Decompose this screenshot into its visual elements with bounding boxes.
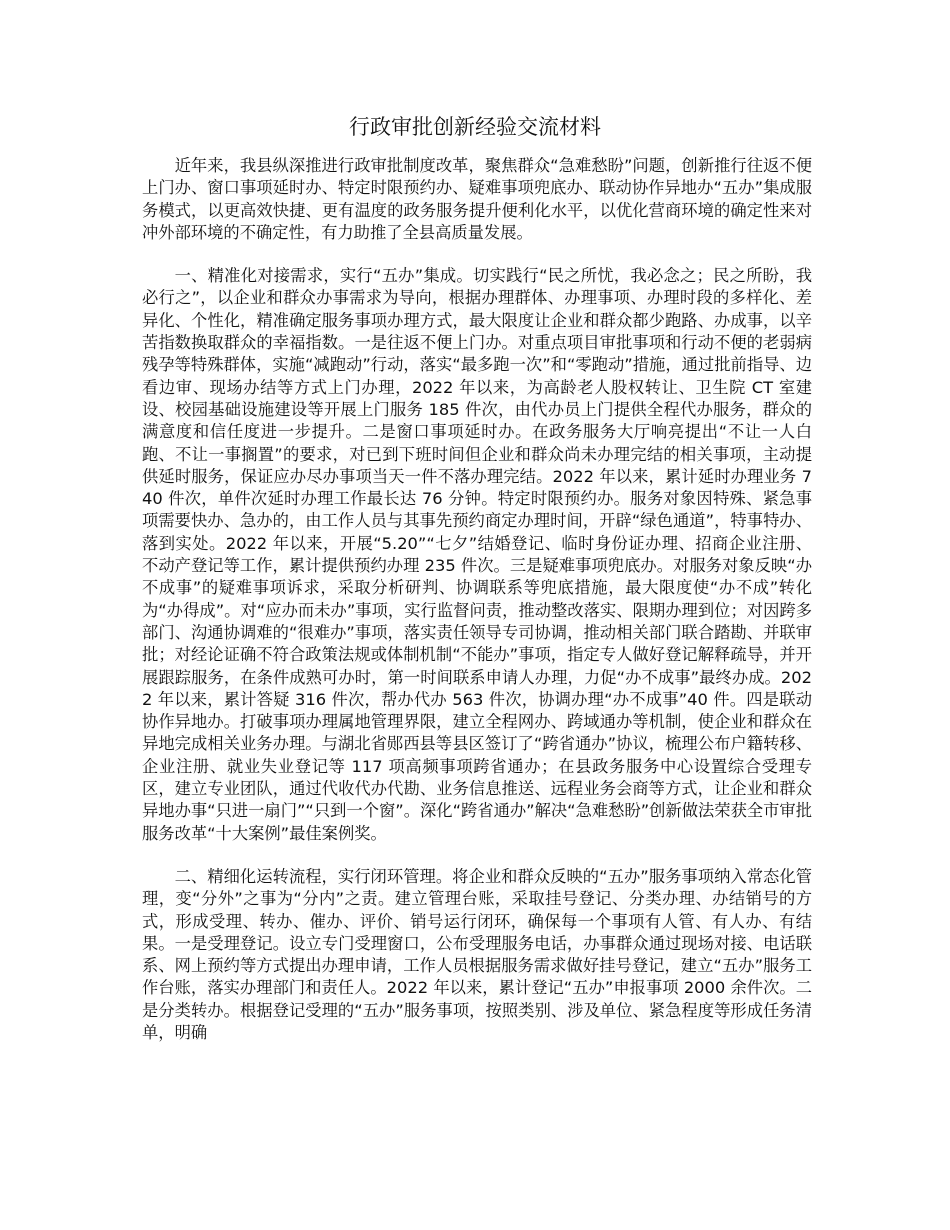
paragraph-section-two: 二、精细化运转流程，实行闭环管理。将企业和群众反映的“五办”服务事项纳入常态化管理，变“分外”之事为“分内”之责。建立管理台账，采取挂号登记、分类办理、办结销号的方式，形成受理、转办、催办、评价、销号运行闭环，确保每一个事项有人管、有人办、有结果。一是受理登记。设立专门受理窗口，公布受理服务电话，办事群众通过现场对接、电话联系、网上预约等方式提出办理申请，工作人员根据服务需求做好挂号登记，建立“五办”服务工作台账，落实办理部门和责任人。2022 年以来，累计登记“五办”申报事项 2000 余件次。二是分类转办。根据登记受理的“五办”服务事项，按照类别、涉及单位、紧急程度等形成任务清单，明确 — [142, 866, 812, 1042]
document-body — [142, 155, 812, 1065]
document-title: 行政审批创新经验交流材料 — [349, 115, 601, 139]
paragraph-section-one: 一、精准化对接需求，实行“五办”集成。切实践行“民之所忧，我必念之；民之所盼，我必行之”，以企业和群众办事需求为导向，根据办理群体、办理事项、办理时段的多样化、差异化、个性化，精准确定服务事项办理方式，最大限度让企业和群众都少跑路、办成事，以辛苦指数换取群众的幸福指数。一是往返不便上门办。对重点项目审批事项和行动不便的老弱病残孕等特殊群体，实施“减跑动”行动，落实“最多跑一次”和“零跑动”措施，通过批前指导、边看边审、现场办结等方式上门办理，2022 年以来，为高龄老人股权转让、卫生院 CT 室建设、校园基础设施建设等开展上门服务 185 件次，由代办员上门提供全程代办服务，群众的满意度和信任度进一步提升。二是窗口事项延时办。在政务服务大厅响亮提出“不让一人白跑、不让一事搁置”的要求，对已到下班时间但企业和群众尚未办理完结的相关事项，主动提供延时服务，保证应办尽办事项当天一件不落办理完结。2022 年以来，累计延时办理业务 740 件次，单件次延时办理工作最长达 76 分钟。特定时限预约办。服务对象因特殊、紧急事项需要快办、急办的，由工作人员与其事先预约商定办理时间，开辟“绿色通道”，特事特办、落到实处。2022 年以来，开展“5.20”“七夕”结婚登记、临时身份证办理、招商企业注册、不动产登记等工作，累计提供预约办理 235 件次。三是疑难事项兜底办。对服务对象反映“办不成事”的疑难事项诉求，采取分析研判、协调联系等兜底措施，最大限度使“办不成”转化为“办得成”。对“应办而未办”事项，实行监督问责，推动整改落实、限期办理到位；对因跨多部门、沟通协调难的“很难办”事项，落实责任领导专司协调，推动相关部门联合踏勘、并联审批；对经论证确不符合政策法规或体制机制“不能办”事项，指定专人做好登记解释疏导，并开展跟踪服务，在条件成熟可办时，第一时间联系申请人办理，力促“办不成事”最终办成。2022 年以来，累计答疑 316 件次，帮办代办 563 件次，协调办理“办不成事”40 件。四是联动协作异地办。打破事项办理属地管理界限，建立全程网办、跨域通办等机制，使企业和群众在异地完成相关业务办理。与湖北省郧西县等县区签订了“跨省通办”协议，梳理公布户籍转移、企业注册、就业失业登记等 117 项高频事项跨省通办；在县政务服务中心设置综合受理专区，建立专业团队，通过代收代办代勘、业务信息推送、远程业务会商等方式，让企业和群众异地办事“只进一扇门”“只到一个窗”。深化“跨省通办”解决“急难愁盼”创新做法荣获全市审批服务改革“十大案例”最佳案例奖。 — [142, 266, 812, 843]
paragraph-intro: 近年来，我县纵深推进行政审批制度改革，聚焦群众“急难愁盼”问题，创新推行往返不便上门办、窗口事项延时办、特定时限预约办、疑难事项兜底办、联动协作异地办“五办”集成服务模式，以更高效快捷、更有温度的政务服务提升便利化水平，以优化营商环境的确定性来对冲外部环境的不确定性，有力助推了全县高质量发展。 — [142, 156, 812, 242]
